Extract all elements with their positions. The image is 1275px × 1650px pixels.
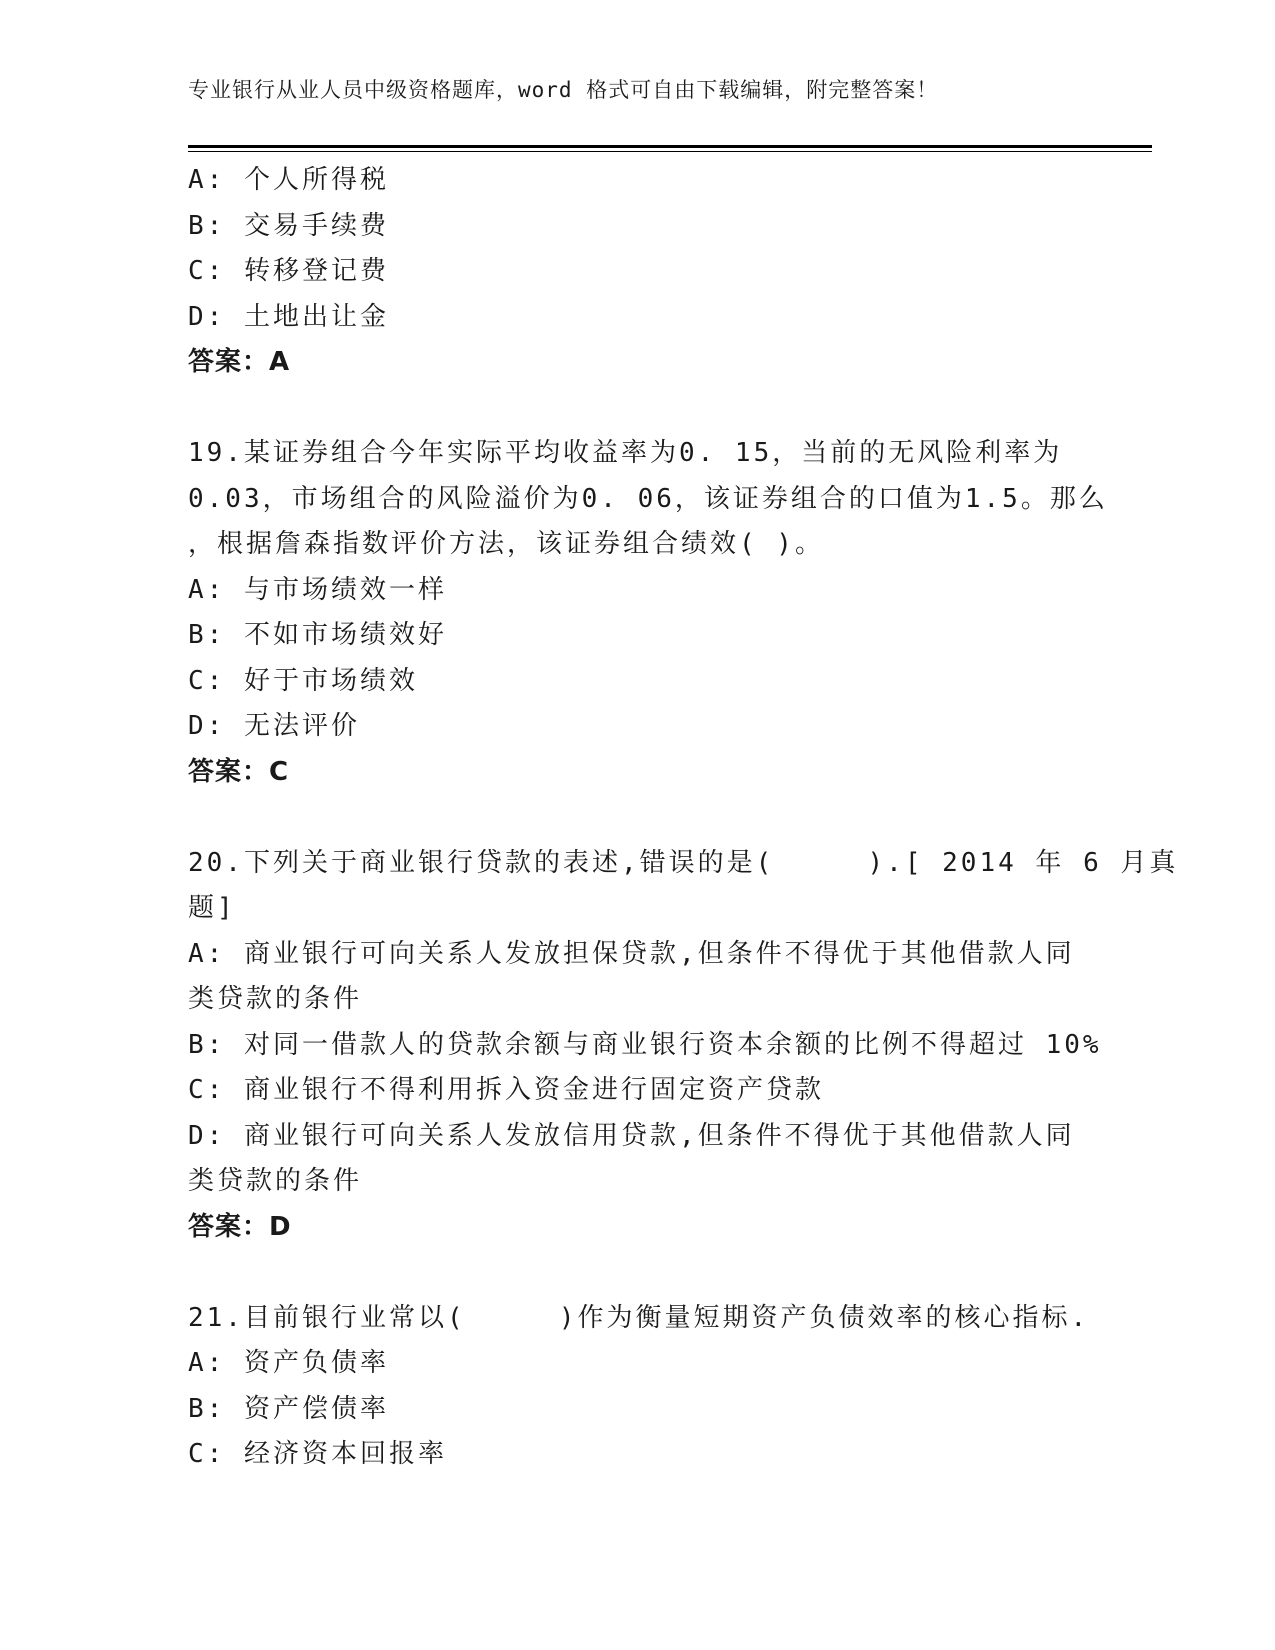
q18-option-a: A: 个人所得税 — [188, 165, 389, 195]
q18-option-b: B: 交易手续费 — [188, 210, 389, 241]
q20-stem-line-1: 20.下列关于商业银行贷款的表述,错误的是( ).[ 2014 年 6 月真 — [188, 847, 1179, 878]
q18-option-d: D: 土地出让金 — [188, 301, 389, 332]
q19-option-d: D: 无法评价 — [188, 711, 360, 741]
q21-option-a: A: 资产负债率 — [188, 1348, 389, 1378]
header-rule-thick — [188, 145, 1152, 148]
page-header: 专业银行从业人员中级资格题库，word 格式可自由下载编辑，附完整答案！ — [188, 78, 939, 102]
q21-option-b: B: 资产偿债率 — [188, 1393, 389, 1424]
q19-answer: 答案：C — [188, 756, 290, 787]
q20-option-c: C: 商业银行不得利用拆入资金进行固定资产贷款 — [188, 1075, 824, 1105]
q19-stem-line-2: 0.03，市场组合的风险溢价为0. 06，该证券组合的口值为1.5。那么 — [188, 483, 1108, 514]
q19-option-c: C: 好于市场绩效 — [188, 665, 418, 696]
q20-option-b: B: 对同一借款人的贷款余额与商业银行资本余额的比例不得超过 10% — [188, 1029, 1102, 1060]
q18-option-c: C: 转移登记费 — [188, 256, 389, 286]
q20-stem-line-2: 题] — [188, 893, 236, 923]
q21-option-c: C: 经济资本回报率 — [188, 1439, 447, 1469]
q18-answer: 答案：A — [188, 347, 291, 377]
q20-option-d-line-1: D: 商业银行可向关系人发放信用贷款,但条件不得优于其他借款人同 — [188, 1120, 1075, 1151]
header-rule-thin — [188, 151, 1152, 152]
q19-option-b: B: 不如市场绩效好 — [188, 620, 447, 650]
q20-option-a-line-2: 类贷款的条件 — [188, 984, 363, 1014]
q20-answer: 答案：D — [188, 1211, 292, 1242]
q20-option-d-line-2: 类贷款的条件 — [188, 1166, 363, 1196]
q21-stem: 21.目前银行业常以( )作为衡量短期资产负债效率的核心指标. — [188, 1302, 1090, 1333]
q20-option-a-line-1: A: 商业银行可向关系人发放担保贷款,但条件不得优于其他借款人同 — [188, 938, 1075, 969]
q19-stem-line-3: ，根据詹森指数评价方法，该证券组合绩效( )。 — [188, 529, 824, 559]
q19-stem-line-1: 19.某证券组合今年实际平均收益率为0. 15，当前的无风险利率为 — [188, 438, 1063, 468]
q19-option-a: A: 与市场绩效一样 — [188, 574, 447, 605]
question-content — [188, 158, 1179, 1478]
